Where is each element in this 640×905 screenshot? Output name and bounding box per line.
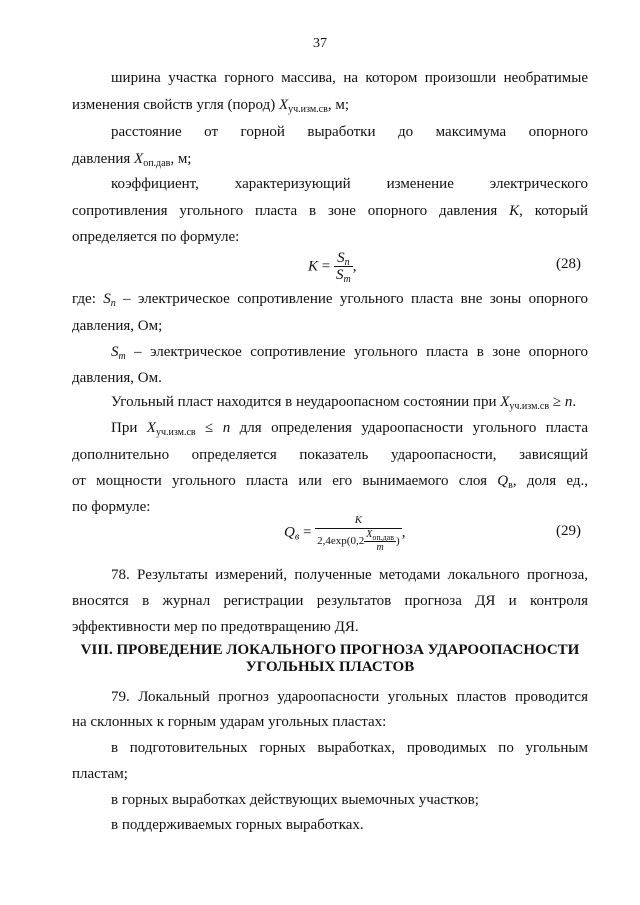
- page-number: 37: [313, 36, 327, 51]
- equation-number-29: (29): [556, 523, 581, 539]
- p3-line3: определяется по формуле:: [72, 229, 240, 245]
- p7-line2: на склонных к горным ударам угольных пластах:: [72, 714, 387, 730]
- p5-line2: дополнительно определяется показатель удароопасности, зависящий: [72, 447, 588, 463]
- p5-line4: по формуле:: [72, 499, 151, 515]
- p7-line1: 79. Локальный прогноз удароопасности угольных пластов проводится: [111, 689, 588, 705]
- p10-line1: в поддерживаемых горных выработках.: [111, 817, 364, 833]
- where-sm-line1: $S_m$ – электрическое сопротивление угольного пласта в зоне опорного: [111, 344, 588, 362]
- formula-29: $Q_в$ = K 2,4exp(0,2 $\frac{X_{оп.дав}}{m}$ ) ,: [284, 514, 406, 553]
- section-heading-line2: УГОЛЬНЫХ ПЛАСТОВ: [245, 659, 415, 675]
- equation-number-28: (28): [556, 256, 581, 272]
- p6-line1: 78. Результаты измерений, полученные методами локального прогноза,: [111, 567, 588, 583]
- p3-line1: коэффициент, характеризующий изменение электрического: [111, 176, 588, 192]
- formula-28: K = $\frac{S_n}{S_m}$ ,: [308, 250, 357, 285]
- p6-line3: эффективности мер по предотвращению ДЯ.: [72, 619, 359, 635]
- p8-line2: пластам;: [72, 766, 128, 782]
- p2-line1: расстояние от горной выработки до максимума опорного: [111, 124, 588, 140]
- section-heading-line1: VIII. ПРОВЕДЕНИЕ ЛОКАЛЬНОГО ПРОГНОЗА УДАРООПАСНОСТИ: [80, 642, 580, 658]
- p2-line2: давления $X_{оп.дав}$, м;: [72, 151, 192, 169]
- where-sm-line2: давления, Ом.: [72, 370, 162, 386]
- p5-line3: от мощности угольного пласта или его вынимаемого слоя $Q_в$, доля ед.,: [72, 473, 588, 491]
- p5-line1: При $X_{уч.изм.св} \le n$ для определения удароопасности угольного пласта: [111, 420, 588, 438]
- p4-line1: Угольный пласт находится в неудароопасном состоянии при $X_{уч.изм.св} \ge n$.: [111, 394, 577, 412]
- where-sn-line2: давления, Ом;: [72, 318, 163, 334]
- where-sn-line1: где: $S_n$ – электрическое сопротивление угольного пласта вне зоны опорного: [72, 291, 588, 309]
- p6-line2: вносятся в журнал регистрации результатов прогноза ДЯ и контроля: [72, 593, 588, 609]
- p1-line1: ширина участка горного массива, на котором произошли необратимые: [111, 70, 588, 86]
- p3-line2: сопротивления угольного пласта в зоне опорного давления K, который: [72, 203, 588, 219]
- p9-line1: в горных выработках действующих выемочных участков;: [111, 792, 479, 808]
- p8-line1: в подготовительных горных выработках, проводимых по угольным: [111, 740, 588, 756]
- p1-line2: изменения свойств угля (пород) $X_{уч.изм.св}$, м;: [72, 97, 350, 115]
